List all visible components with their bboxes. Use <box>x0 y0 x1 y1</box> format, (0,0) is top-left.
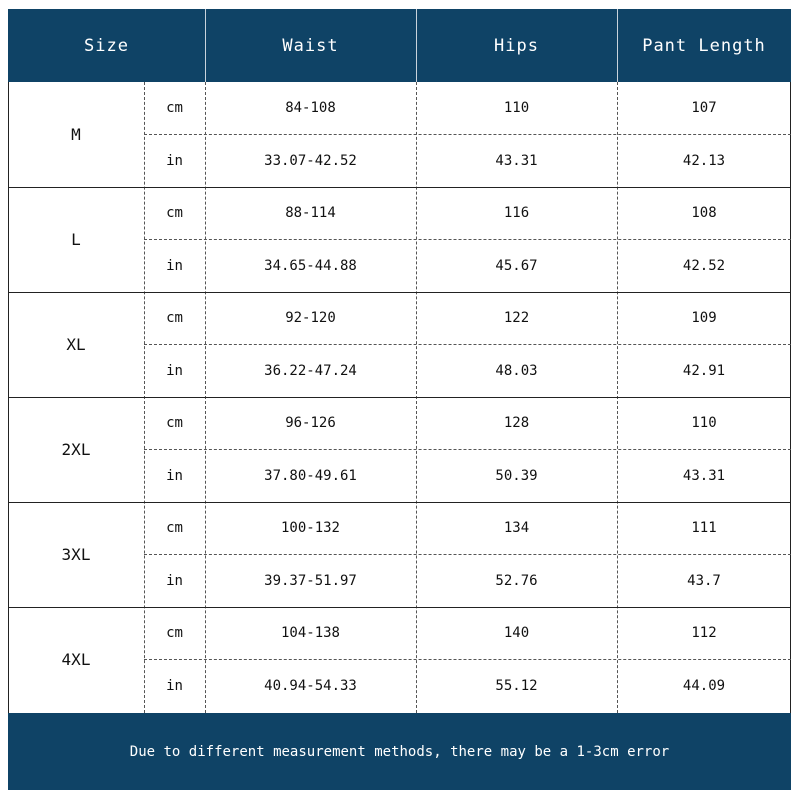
header-size: Size <box>84 35 129 56</box>
unit-cell: in <box>166 153 183 169</box>
pant-length-cell: 109 <box>691 310 717 326</box>
table-row <box>144 450 791 502</box>
grid-line <box>144 659 791 660</box>
unit-cell: cm <box>166 310 183 326</box>
waist-cell: 88-114 <box>285 205 336 221</box>
hips-cell: 122 <box>503 310 530 326</box>
table-row <box>144 187 791 239</box>
pant-length-cell: 42.13 <box>682 153 726 169</box>
hips-cell: 140 <box>503 625 530 641</box>
measurement-note: Due to different measurement methods, there may be a 1-3cm error <box>8 713 791 790</box>
pant-length-cell: 43.7 <box>687 573 721 589</box>
header-waist: Waist <box>282 35 339 56</box>
unit-cell: in <box>166 258 183 274</box>
pant-length-cell: 43.31 <box>682 468 726 484</box>
waist-cell: 36.22-47.24 <box>264 363 357 379</box>
table-row <box>144 292 791 344</box>
waist-cell: 37.80-49.61 <box>264 468 357 484</box>
hips-cell: 48.03 <box>495 363 538 379</box>
table-row <box>144 135 791 187</box>
grid-line <box>8 187 791 188</box>
pant-length-cell: 111 <box>691 520 717 536</box>
hips-cell: 50.39 <box>495 468 538 484</box>
grid-line <box>144 554 791 555</box>
size-label: L <box>71 230 81 249</box>
waist-cell: 40.94-54.33 <box>264 678 357 694</box>
table-row <box>144 555 791 607</box>
pant-length-cell: 110 <box>691 415 717 431</box>
grid-line <box>144 134 791 135</box>
size-table-body <box>8 82 791 713</box>
waist-cell: 100-132 <box>280 520 340 536</box>
hips-cell: 45.67 <box>495 258 538 274</box>
hips-cell: 128 <box>503 415 530 431</box>
size-chart <box>8 9 791 790</box>
table-row <box>144 345 791 397</box>
table-row <box>144 240 791 292</box>
grid-line <box>144 239 791 240</box>
pant-length-cell: 108 <box>691 205 717 221</box>
grid-line <box>8 607 791 608</box>
pant-length-cell: 42.91 <box>682 363 726 379</box>
hips-cell: 110 <box>503 100 530 116</box>
unit-cell: cm <box>166 205 183 221</box>
table-row <box>144 607 791 659</box>
table-row <box>144 82 791 134</box>
unit-cell: cm <box>166 100 183 116</box>
waist-cell: 96-126 <box>285 415 336 431</box>
table-header <box>8 9 791 82</box>
table-row <box>144 660 791 712</box>
header-pant-length: Pant Length <box>642 35 766 56</box>
pant-length-cell: 112 <box>691 625 717 641</box>
unit-cell: in <box>166 573 183 589</box>
waist-cell: 84-108 <box>285 100 336 116</box>
table-row <box>144 502 791 554</box>
grid-line <box>144 344 791 345</box>
unit-cell: in <box>166 678 183 694</box>
waist-cell: 92-120 <box>285 310 336 326</box>
table-row <box>144 397 791 449</box>
grid-line <box>8 397 791 398</box>
waist-cell: 39.37-51.97 <box>264 573 357 589</box>
waist-cell: 34.65-44.88 <box>264 258 357 274</box>
size-label: 4XL <box>61 650 91 669</box>
size-label: M <box>71 125 81 144</box>
unit-cell: cm <box>166 415 183 431</box>
hips-cell: 52.76 <box>495 573 538 589</box>
hips-cell: 43.31 <box>495 153 538 169</box>
unit-cell: cm <box>166 520 183 536</box>
unit-cell: in <box>166 468 183 484</box>
hips-cell: 116 <box>503 205 530 221</box>
unit-cell: in <box>166 363 183 379</box>
pant-length-cell: 42.52 <box>682 258 726 274</box>
hips-cell: 55.12 <box>495 678 538 694</box>
grid-line <box>8 292 791 293</box>
header-hips: Hips <box>494 35 539 56</box>
size-label: 2XL <box>61 440 91 459</box>
pant-length-cell: 107 <box>691 100 717 116</box>
waist-cell: 33.07-42.52 <box>264 153 357 169</box>
hips-cell: 134 <box>503 520 530 536</box>
pant-length-cell: 44.09 <box>682 678 726 694</box>
waist-cell: 104-138 <box>280 625 340 641</box>
grid-line <box>144 449 791 450</box>
size-label: XL <box>66 335 86 354</box>
unit-cell: cm <box>166 625 183 641</box>
grid-line <box>8 502 791 503</box>
size-label: 3XL <box>61 545 91 564</box>
